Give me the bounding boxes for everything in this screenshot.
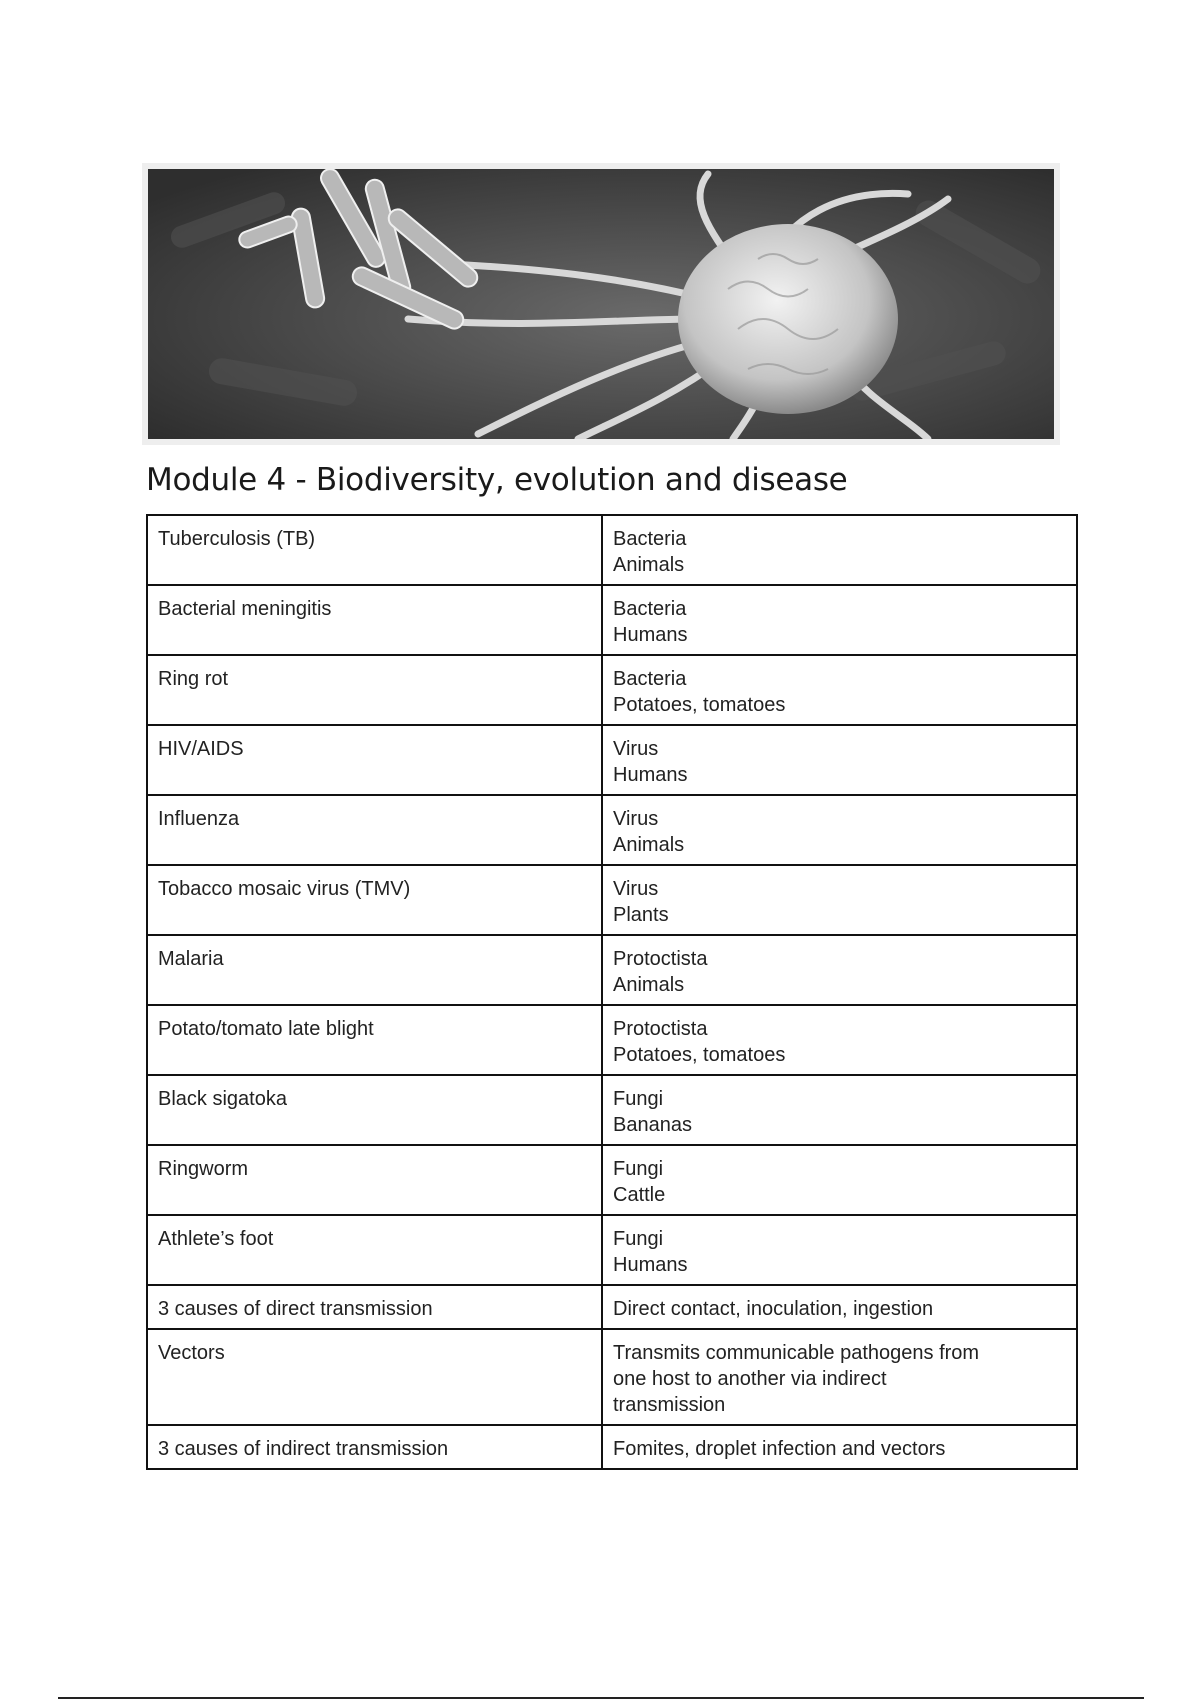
- term-cell: [147, 1075, 602, 1145]
- detail-line: one host to another via indirect: [613, 1368, 887, 1390]
- term-cell: [147, 515, 602, 585]
- detail-cell: [602, 795, 1077, 865]
- detail-line: Bacteria: [613, 598, 687, 620]
- detail-line: Virus: [613, 738, 659, 760]
- term-cell: [147, 795, 602, 865]
- term-text: Malaria: [158, 948, 224, 970]
- term-cell: [147, 1215, 602, 1285]
- table-row: [147, 1425, 1077, 1469]
- table-row: [147, 1285, 1077, 1329]
- detail-cell: [602, 725, 1077, 795]
- detail-line: Potatoes, tomatoes: [613, 694, 786, 716]
- term-text: Bacterial meningitis: [158, 598, 332, 620]
- footer-divider: [58, 1697, 1144, 1699]
- detail-cell: [602, 865, 1077, 935]
- term-text: Tuberculosis (TB): [158, 528, 316, 550]
- detail-cell: [602, 1285, 1077, 1329]
- table-row: [147, 1075, 1077, 1145]
- detail-line: Humans: [613, 624, 688, 646]
- detail-line: Direct contact, inoculation, ingestion: [613, 1298, 934, 1320]
- detail-line: Virus: [613, 878, 659, 900]
- detail-cell: [602, 1329, 1077, 1425]
- detail-line: Animals: [613, 554, 685, 576]
- bacteria-micrograph-image: [148, 169, 1054, 439]
- term-cell: [147, 1425, 602, 1469]
- table-row: [147, 1329, 1077, 1425]
- detail-cell: [602, 1215, 1077, 1285]
- detail-cell: [602, 1075, 1077, 1145]
- term-text: Athlete’s foot: [158, 1228, 274, 1250]
- header-image: [142, 163, 1060, 445]
- detail-line: Fomites, droplet infection and vectors: [613, 1438, 946, 1460]
- term-cell: [147, 1329, 602, 1425]
- term-text: HIV/AIDS: [158, 738, 244, 760]
- page-title: Module 4 - Biodiversity, evolution and disease: [146, 462, 848, 498]
- detail-cell: [602, 1425, 1077, 1469]
- detail-line: Cattle: [613, 1184, 666, 1206]
- detail-line: Potatoes, tomatoes: [613, 1044, 786, 1066]
- detail-line: Protoctista: [613, 948, 708, 970]
- detail-cell: [602, 585, 1077, 655]
- detail-line: Bacteria: [613, 668, 687, 690]
- term-text: Tobacco mosaic virus (TMV): [158, 878, 411, 900]
- term-cell: [147, 865, 602, 935]
- detail-cell: [602, 515, 1077, 585]
- detail-cell: [602, 1145, 1077, 1215]
- detail-line: Fungi: [613, 1088, 664, 1110]
- detail-line: Animals: [613, 834, 685, 856]
- term-cell: [147, 1145, 602, 1215]
- detail-line: Protoctista: [613, 1018, 708, 1040]
- term-cell: [147, 1285, 602, 1329]
- detail-line: Transmits communicable pathogens from: [613, 1342, 980, 1364]
- term-cell: [147, 585, 602, 655]
- table-row: [147, 1005, 1077, 1075]
- table-row: [147, 865, 1077, 935]
- detail-cell: [602, 655, 1077, 725]
- table-row: [147, 585, 1077, 655]
- term-cell: [147, 655, 602, 725]
- detail-line: Virus: [613, 808, 659, 830]
- table-row: [147, 795, 1077, 865]
- detail-line: Plants: [613, 904, 669, 926]
- term-text: 3 causes of indirect transmission: [158, 1438, 449, 1460]
- detail-line: transmission: [613, 1394, 726, 1416]
- term-cell: [147, 725, 602, 795]
- term-text: Influenza: [158, 808, 240, 830]
- detail-line: Bacteria: [613, 528, 687, 550]
- table-row: [147, 935, 1077, 1005]
- table-row: [147, 1215, 1077, 1285]
- term-text: 3 causes of direct transmission: [158, 1298, 433, 1320]
- term-text: Vectors: [158, 1342, 225, 1364]
- detail-line: Humans: [613, 764, 688, 786]
- table-row: [147, 1145, 1077, 1215]
- detail-line: Fungi: [613, 1158, 664, 1180]
- detail-line: Humans: [613, 1254, 688, 1276]
- table-row: [147, 725, 1077, 795]
- table-row: [147, 515, 1077, 585]
- detail-cell: [602, 1005, 1077, 1075]
- disease-table: [146, 514, 1078, 1470]
- term-text: Ringworm: [158, 1158, 249, 1180]
- term-text: Ring rot: [158, 668, 229, 690]
- table-row: [147, 655, 1077, 725]
- term-cell: [147, 935, 602, 1005]
- detail-line: Animals: [613, 974, 685, 996]
- term-cell: [147, 1005, 602, 1075]
- detail-line: Fungi: [613, 1228, 664, 1250]
- detail-cell: [602, 935, 1077, 1005]
- detail-line: Bananas: [613, 1114, 692, 1136]
- term-text: Black sigatoka: [158, 1088, 287, 1110]
- term-text: Potato/tomato late blight: [158, 1018, 374, 1040]
